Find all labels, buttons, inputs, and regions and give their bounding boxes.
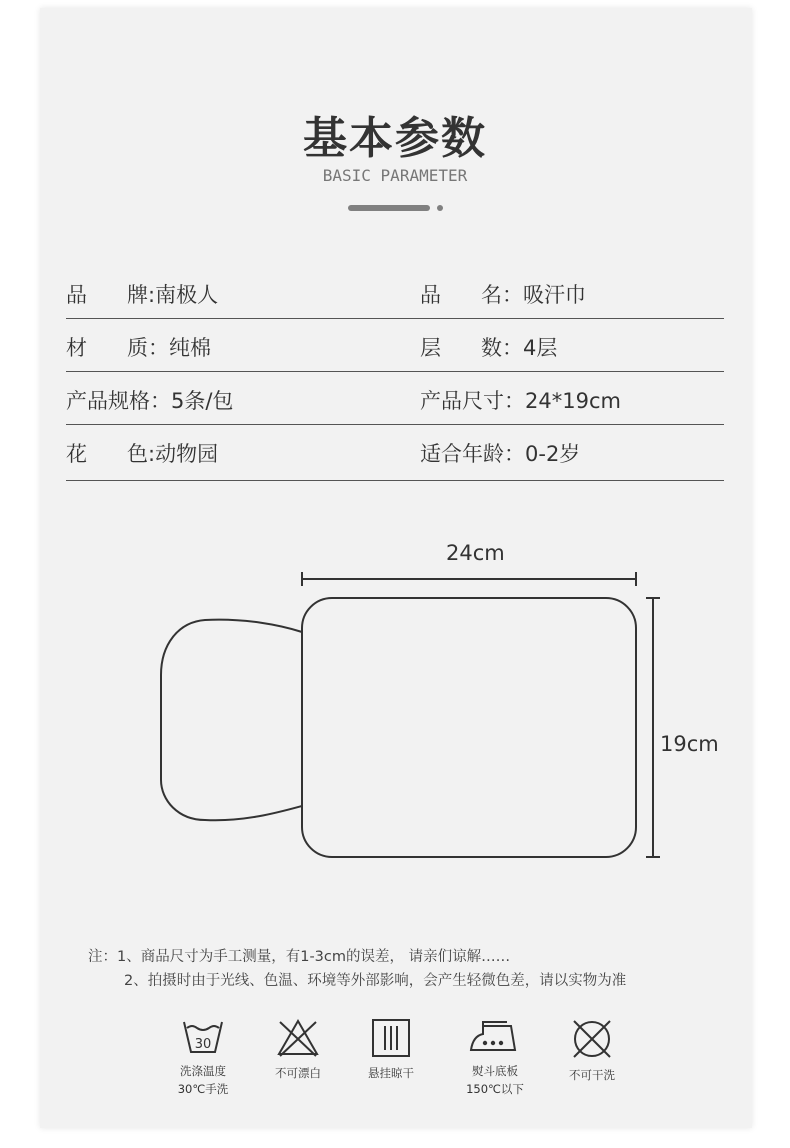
care-label-iron-1: 熨斗底板 bbox=[472, 1064, 518, 1078]
page-subtitle: BASIC PARAMETER bbox=[322, 166, 468, 185]
spec-pattern: 花 色:动物园 bbox=[66, 442, 219, 466]
no-tumble-dry-icon bbox=[571, 1018, 613, 1060]
width-label: 24cm bbox=[446, 541, 505, 565]
care-label-wash bbox=[148, 1062, 258, 1098]
spec-package: 产品规格：5条/包 bbox=[66, 389, 234, 413]
care-label-no-bleach: 不可漂白 bbox=[275, 1066, 321, 1080]
spec-material: 材 质：纯棉 bbox=[66, 336, 212, 360]
width-dimension-line bbox=[302, 572, 636, 586]
care-item-line-dry bbox=[336, 1018, 446, 1082]
iron-icon bbox=[467, 1018, 523, 1056]
care-item-wash bbox=[148, 1018, 258, 1098]
note-line-2: 2、拍摄时由于光线、色温、环境等外部影响，会产生轻微色差，请以实物为准 bbox=[124, 973, 627, 989]
line-dry-icon bbox=[371, 1018, 411, 1058]
wash-temp-number: 30 bbox=[194, 1037, 212, 1052]
care-item-no-dry-clean bbox=[537, 1018, 647, 1084]
towel-main-outline bbox=[302, 598, 636, 857]
no-bleach-icon bbox=[276, 1018, 320, 1058]
spec-age: 适合年龄：0-2岁 bbox=[420, 442, 581, 466]
height-label: 19cm bbox=[660, 732, 719, 756]
care-label-iron bbox=[440, 1062, 550, 1098]
notes bbox=[88, 945, 626, 993]
care-label-wash-1: 洗涤温度 bbox=[180, 1064, 226, 1078]
page-title: 基本参数 bbox=[303, 113, 487, 164]
spec-layers: 层 数：4层 bbox=[420, 336, 558, 360]
spec-product-name: 品 名：吸汗巾 bbox=[420, 283, 587, 307]
note-line-1: 注：1、商品尺寸为手工测量，有1-3cm的误差， 请亲们谅解…… bbox=[88, 949, 511, 965]
wash-30-icon bbox=[181, 1018, 225, 1056]
spec-size: 产品尺寸：24*19cm bbox=[420, 389, 621, 413]
care-label-iron-2: 150℃以下 bbox=[466, 1082, 524, 1096]
care-label-wash-2: 30℃手洗 bbox=[177, 1082, 229, 1096]
towel-flap-outline bbox=[161, 620, 302, 821]
care-item-iron bbox=[440, 1018, 550, 1098]
care-label-no-dry-clean: 不可干洗 bbox=[569, 1068, 615, 1082]
height-dimension-line bbox=[646, 598, 660, 857]
care-label-line-dry: 悬挂晾干 bbox=[368, 1066, 414, 1080]
spec-brand: 品 牌:南极人 bbox=[66, 283, 219, 307]
